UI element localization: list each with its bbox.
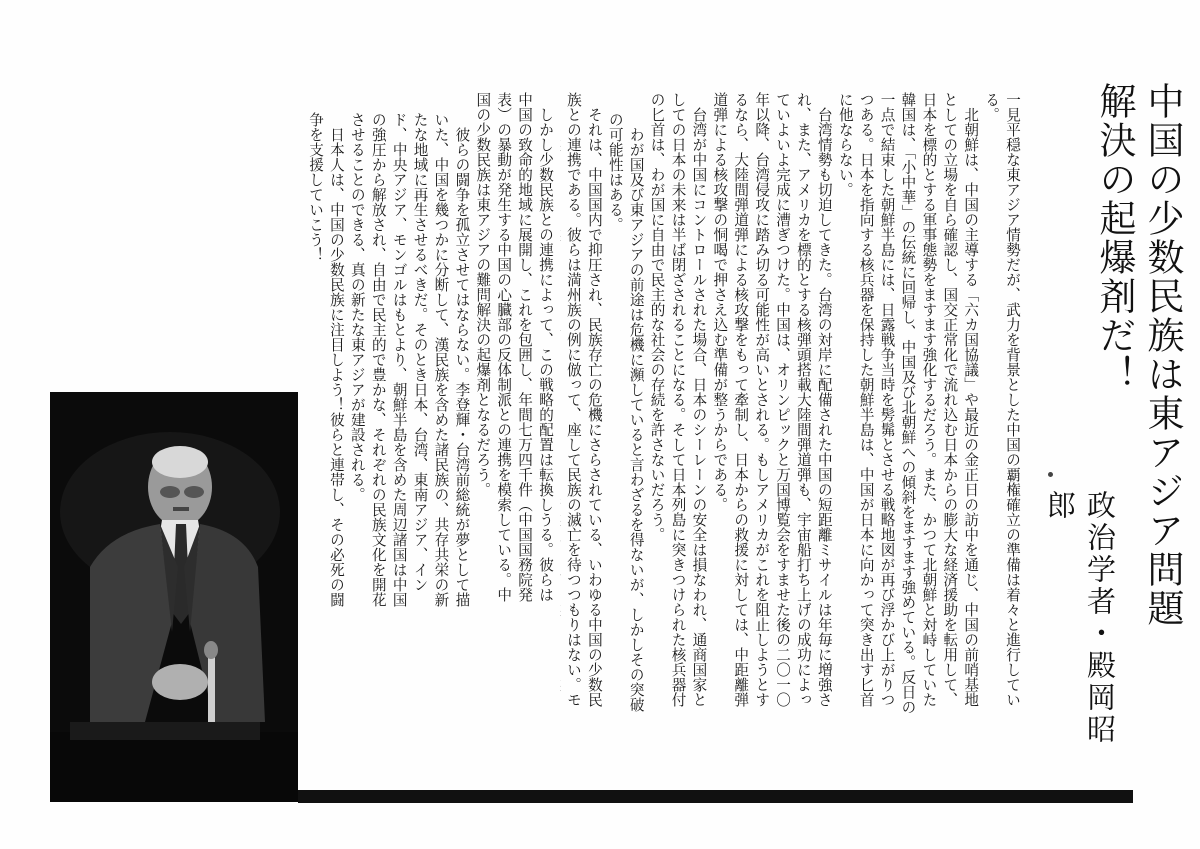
article-paragraph: わが国及び東アジアの前途は危機に瀕していると言わざるを得ないが、しかしその突破の可能性はある。 xyxy=(606,112,645,712)
author-bullet xyxy=(1048,472,1053,477)
article-title: 中国の少数民族は東アジア問題解決の起爆剤だ！ xyxy=(1093,82,1184,628)
divider-bar xyxy=(298,790,1133,803)
article-paragraph: 北朝鮮は、中国の主導する「六カ国協議」や最近の金正日の訪中を通じ、中国の前哨基地としての立場を自ら確認し、国交正常化で流れ込む日本からの膨大な経済援助を転用して、日本を標的とする軍事態勢をますます強化するだろう。また、かつて北朝鮮と対峙していた韓国は、「小中華」の伝統に回帰し、中国及び北朝鮮への傾斜をますます強めている。反日の一点で結束した朝鮮半島には、日露戦争当時を髣髴とさせる戦略地図が再び浮かび上がりつつある。日本を指向する核兵器を保持した朝鮮半島は、中国が日本に向かって突き出す匕首に他ならない。 xyxy=(836,92,980,715)
article-body-upper xyxy=(560,92,1022,717)
article-paragraph: しかし少数民族との連携によって、この戦略的配置は転換しうる。彼らは中国の致命的地域に展開し、これを包囲し、年間七万四千件（中国国務院発表）の暴動が発生する中国の心臓部の反体制派との連携を模索している。中国の少数民族は東アジアの難問解決の起爆剤となるだろう。 xyxy=(474,92,554,602)
article-paragraph: 台湾が中国にコントロールされた場合、日本のシーレーンの安全は損なわれ、通商国家としての日本の未来は半ば閉ざされることになる。そして日本列島に突きつけられた核兵器付の匕首は、わが国に自由で民主的な社会の存続を許さないだろう。 xyxy=(648,92,708,707)
article-paragraph: それは、中国国内で抑圧され、民族存亡の危機にさらされている、いわゆる中国の少数民族との連携である。彼らは満州族の例に倣って、座して民族の滅亡を待つつもりはない。モ xyxy=(564,92,603,707)
article-paragraph: 彼らの闘争を孤立させてはならない。李登輝・台湾前総統が夢として描いた、中国を幾つかに分断して、漢民族を含めた諸民族の、共存共栄の新たな地域に再生させるべきだ。そのとき日本、台湾、東南アジア、インド、中央アジア、モンゴルはもとより、朝鮮半島を含めた周辺諸国は中国の強圧から解放され、自由で民主的で豊かな、それぞれの民族文化を開花させることのできる、真の新たな東アジアが建設される。 xyxy=(348,112,471,607)
speaker-photo xyxy=(50,392,298,802)
article-paragraph: 台湾情勢も切迫してきた。台湾の対岸に配備された中国の短距離ミサイルは年毎に増強され、また、アメリカを標的とする核弾頭搭載大陸間弾道弾も、宇宙船打ち上げの成功によっていよいよ完成に漕ぎつけた。中国は、オリンピックと万国博覧会をすませた後の二〇一〇年以降、台湾侵攻に踏み切る可能性が高いとされる。もしアメリカがこれを阻止しようとするなら、大陸間弾道弾による核攻撃をもって牽制し、日本からの救援に対しては、中距離弾道弾による核攻撃の恫喝で押さえ込む準備が整うからである。 xyxy=(711,92,833,707)
speaker-photo-icon xyxy=(50,392,298,802)
article-paragraph: 日本人は、中国の少数民族に注目しよう！彼らと連帯し、その必死の闘争を支援していこう！ xyxy=(307,112,345,607)
article-paragraph: 一見平穏な東アジア情勢だが、武力を背景とした中国の覇権確立の準備は着々と進行している。 xyxy=(983,92,1021,707)
article-author: 政治学者・殿岡昭郎 xyxy=(1043,490,1117,746)
